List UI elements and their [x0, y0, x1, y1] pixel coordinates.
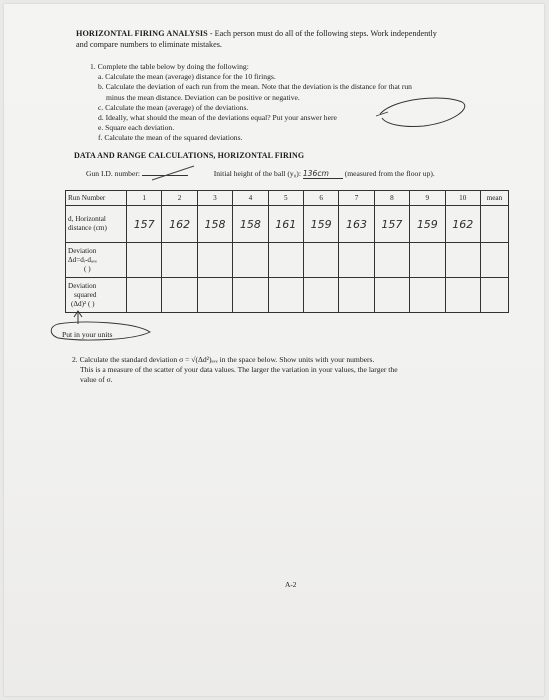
header — [76, 28, 516, 50]
question-2 — [72, 355, 512, 386]
squared-cell[interactable] — [303, 278, 338, 313]
run-2: 2 — [162, 191, 197, 206]
distance-8[interactable]: 157 — [374, 206, 409, 243]
question-2-line-3: value of σ. — [80, 375, 113, 385]
step-a: a. Calculate the mean (average) distance for the 10 firings. — [98, 72, 276, 82]
deviation-label — [66, 243, 127, 278]
data-table — [65, 190, 509, 313]
mean-header: mean — [480, 191, 508, 206]
distance-label-1: d, Horizontal — [68, 215, 106, 223]
run-5: 5 — [268, 191, 303, 206]
ball-height-value: 136cm — [303, 169, 343, 179]
run-7: 7 — [339, 191, 374, 206]
deviation-cell[interactable] — [303, 243, 338, 278]
units-callout-arrow — [44, 310, 164, 346]
distance-4[interactable]: 158 — [233, 206, 268, 243]
squared-label-1: Deviation — [68, 281, 97, 290]
squared-cell[interactable] — [268, 278, 303, 313]
distance-5[interactable]: 161 — [268, 206, 303, 243]
step-1: 1. Complete the table below by doing the following: — [90, 62, 249, 71]
step-f: f. Calculate the mean of the squared deviations. — [98, 133, 243, 143]
deviation-cell[interactable] — [445, 243, 480, 278]
squared-cell[interactable] — [162, 278, 197, 313]
distance-7[interactable]: 163 — [339, 206, 374, 243]
step-c: c. Calculate the mean (average) of the deviations. — [98, 102, 249, 112]
distance-1[interactable]: 157 — [127, 206, 162, 243]
gun-id-label: Gun I.D. number: — [86, 169, 140, 178]
distance-2[interactable]: 162 — [162, 206, 197, 243]
distance-6[interactable]: 159 — [303, 206, 338, 243]
deviation-label-3: ( ) — [84, 264, 91, 273]
step-d: d. Ideally, what should the mean of the deviations equal? Put your answer here — [98, 113, 337, 123]
run-8: 8 — [374, 191, 409, 206]
distance-label-2: distance (cm) — [68, 224, 107, 232]
deviation-cell[interactable] — [374, 243, 409, 278]
squared-cell[interactable] — [339, 278, 374, 313]
squared-mean-cell[interactable] — [480, 278, 508, 313]
page-number: A-2 — [285, 580, 297, 589]
squared-cell[interactable] — [197, 278, 232, 313]
squared-cell[interactable] — [374, 278, 409, 313]
worksheet-page — [4, 4, 544, 696]
worksheet-title: HORIZONTAL FIRING ANALYSIS — [76, 29, 208, 38]
ball-height-note: (measured from the floor up). — [344, 169, 435, 178]
question-2-line-1: 2. Calculate the standard deviation σ = √(Δd²)ₐᵥₑ in the space below. Show units with your numbers. — [72, 355, 375, 364]
units-note: Put in your units — [62, 330, 113, 339]
deviation-cell[interactable] — [339, 243, 374, 278]
squared-cell[interactable] — [233, 278, 268, 313]
deviation-mean-cell[interactable] — [480, 243, 508, 278]
run-3: 3 — [197, 191, 232, 206]
step-b: b. Calculate the deviation of each run from the mean. Note that the deviation is the distance for that run — [98, 82, 412, 92]
squared-row — [66, 278, 509, 313]
squared-label-2: squared — [74, 290, 97, 299]
step-b-cont: minus the mean distance. Deviation can be positive or negative. — [106, 92, 300, 102]
run-number-label: Run Number — [66, 191, 127, 206]
run-1: 1 — [127, 191, 162, 206]
header-instructions-2: and compare numbers to eliminate mistakes. — [76, 40, 222, 49]
deviation-cell[interactable] — [233, 243, 268, 278]
distance-row — [66, 206, 509, 243]
gun-id-scribble — [150, 164, 200, 184]
deviation-cell[interactable] — [410, 243, 445, 278]
distance-label — [66, 206, 127, 243]
run-6: 6 — [303, 191, 338, 206]
run-number-row — [66, 191, 509, 206]
step-e: e. Square each deviation. — [98, 123, 175, 133]
deviation-cell[interactable] — [127, 243, 162, 278]
question-2-line-2: This is a measure of the scatter of your data values. The larger the variation in your values, the larger the — [80, 365, 398, 375]
answer-oval-scribble — [374, 92, 474, 132]
deviation-row — [66, 243, 509, 278]
squared-cell[interactable] — [410, 278, 445, 313]
squared-cell[interactable] — [445, 278, 480, 313]
run-10: 10 — [445, 191, 480, 206]
squared-label-3: (Δd)² ( ) — [71, 299, 95, 308]
deviation-cell[interactable] — [268, 243, 303, 278]
distance-9[interactable]: 159 — [410, 206, 445, 243]
deviation-cell[interactable] — [162, 243, 197, 278]
deviation-cell[interactable] — [197, 243, 232, 278]
squared-cell[interactable] — [127, 278, 162, 313]
distance-10[interactable]: 162 — [445, 206, 480, 243]
distance-3[interactable]: 158 — [197, 206, 232, 243]
deviation-label-1: Deviation — [68, 246, 97, 255]
squared-label — [66, 278, 127, 313]
ball-height-label: Initial height of the ball (y₀): — [213, 169, 301, 178]
distance-mean-cell[interactable] — [480, 206, 508, 243]
run-4: 4 — [233, 191, 268, 206]
section-title: DATA AND RANGE CALCULATIONS, HORIZONTAL FIRING — [74, 151, 305, 160]
run-9: 9 — [410, 191, 445, 206]
header-instructions: - Each person must do all of the following steps. Work independently — [209, 29, 437, 38]
deviation-label-2: Δd=dᵢ-dₐᵥₑ — [68, 255, 97, 264]
